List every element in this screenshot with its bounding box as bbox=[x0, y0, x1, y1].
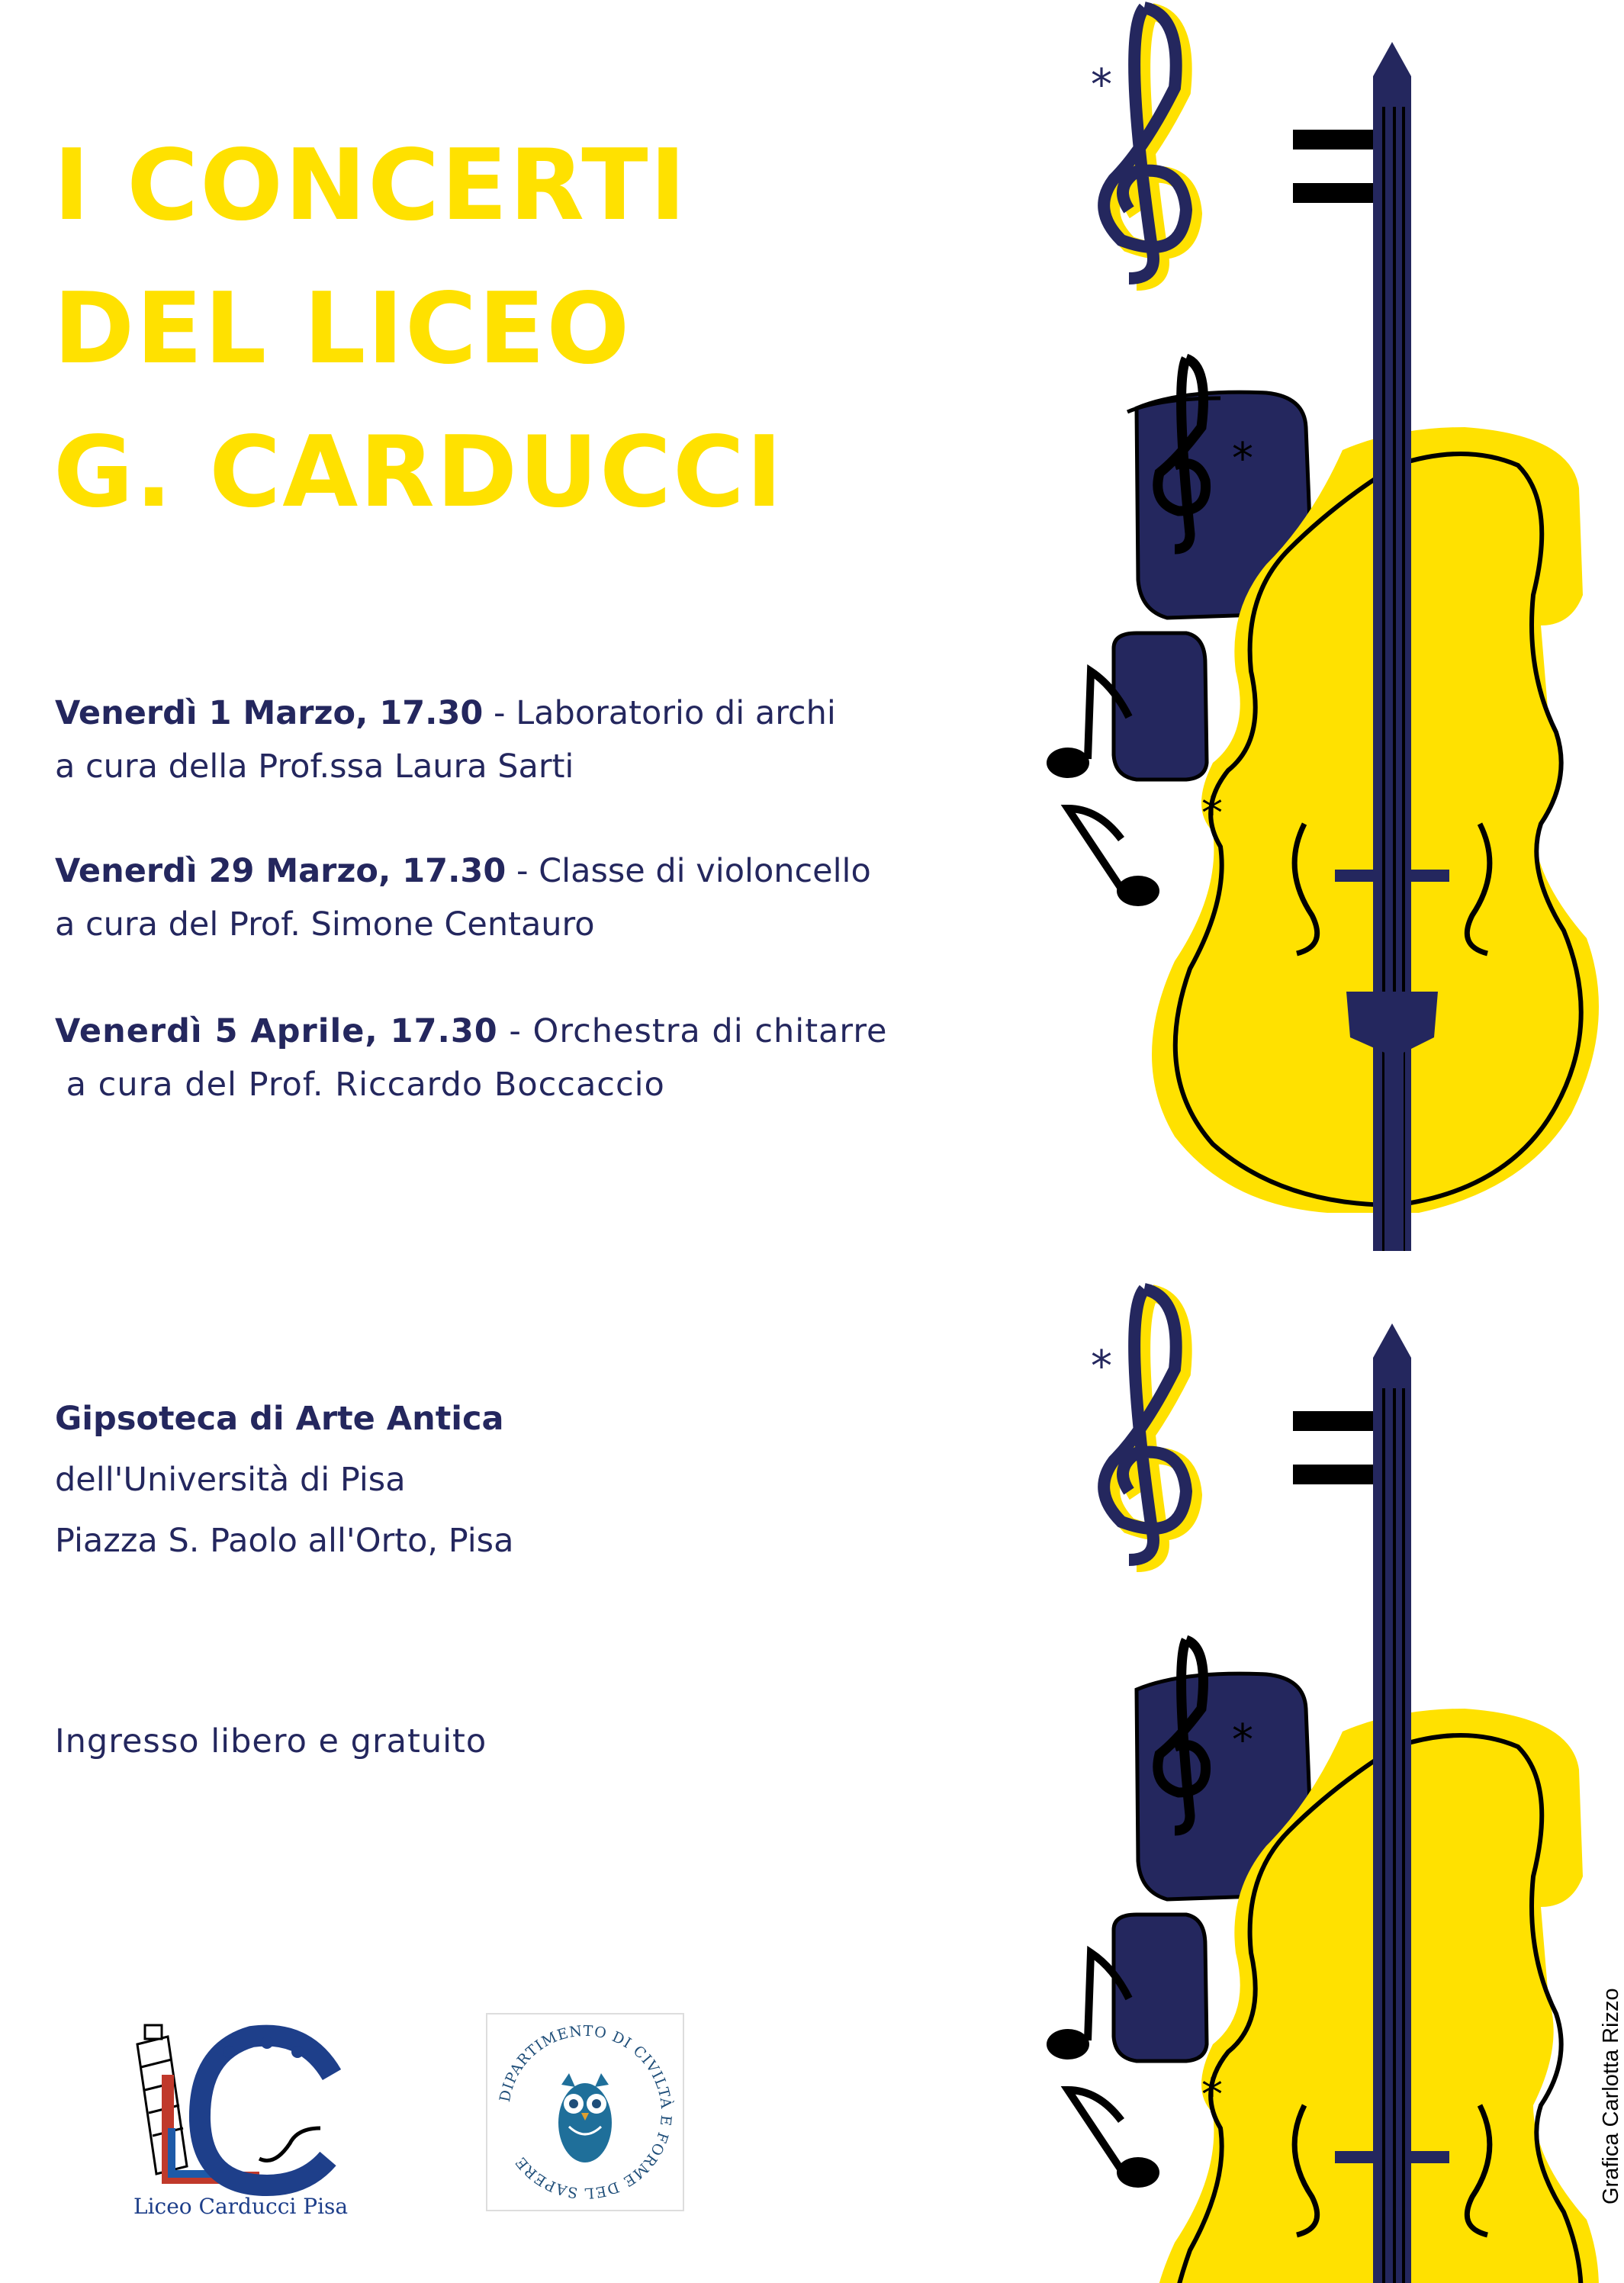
event-date: Venerdì 1 Marzo, 17.30 bbox=[55, 694, 484, 732]
event-3 bbox=[55, 1005, 888, 1111]
event-date: Venerdì 5 Aprile, 17.30 bbox=[55, 1012, 498, 1050]
cello-artwork bbox=[1047, 1289, 1599, 2283]
event-curator: a cura del Prof. Riccardo Boccaccio bbox=[55, 1066, 665, 1104]
event-date: Venerdì 29 Marzo, 17.30 bbox=[55, 852, 506, 890]
event-title: Classe di violoncello bbox=[539, 852, 871, 890]
asterisk-icon: * bbox=[1232, 434, 1253, 484]
event-title: Laboratorio di archi bbox=[516, 694, 836, 732]
event-separator: - bbox=[506, 852, 539, 890]
event-curator: a cura del Prof. Simone Centauro bbox=[55, 905, 595, 944]
asterisk-icon: * bbox=[1232, 1715, 1253, 1765]
graphic-credit: Grafica Carlotta Rizzo bbox=[1599, 1988, 1623, 2204]
cello-illustration bbox=[1037, 0, 1602, 1251]
event-curator: a cura della Prof.ssa Laura Sarti bbox=[55, 748, 574, 786]
eighth-note-icon bbox=[1068, 2090, 1159, 2188]
title-line: DEL LICEO bbox=[53, 272, 632, 386]
event-2 bbox=[55, 844, 871, 951]
treble-clef-icon bbox=[1104, 1289, 1194, 1564]
liceo-carducci-logo bbox=[114, 2014, 366, 2220]
title-line: G. CARDUCCI bbox=[53, 416, 784, 529]
asterisk-icon: * bbox=[1201, 789, 1223, 838]
venue-line: dell'Università di Pisa bbox=[55, 1461, 406, 1499]
event-title: Orchestra di chitarre bbox=[532, 1012, 888, 1050]
venue-name: Gipsoteca di Arte Antica bbox=[55, 1400, 504, 1438]
eighth-note-icon bbox=[1068, 809, 1159, 906]
asterisk-icon: * bbox=[1091, 1342, 1112, 1391]
event-separator: - bbox=[497, 1012, 533, 1050]
title-line: I CONCERTI bbox=[53, 129, 688, 243]
event-separator: - bbox=[483, 694, 516, 732]
dipartimento-logo bbox=[485, 2012, 685, 2212]
asterisk-icon: * bbox=[1091, 60, 1112, 110]
poster-title bbox=[53, 114, 784, 545]
logo-caption: Liceo Carducci Pisa bbox=[133, 2194, 349, 2219]
venue-address: Piazza S. Paolo all'Orto, Pisa bbox=[55, 1522, 514, 1560]
asterisk-icon: * bbox=[1201, 2070, 1223, 2120]
venue bbox=[55, 1388, 513, 1571]
entry-note: Ingresso libero e gratuito bbox=[55, 1722, 487, 1760]
treble-clef-icon bbox=[1104, 8, 1194, 282]
cello-illustration bbox=[1037, 1281, 1602, 2283]
cello-artwork bbox=[1047, 8, 1599, 1251]
event-1 bbox=[55, 687, 836, 793]
logo-ring-text: DIPARTIMENTO DI CIVILTÀ E FORME DEL SAPERE bbox=[496, 2022, 675, 2202]
